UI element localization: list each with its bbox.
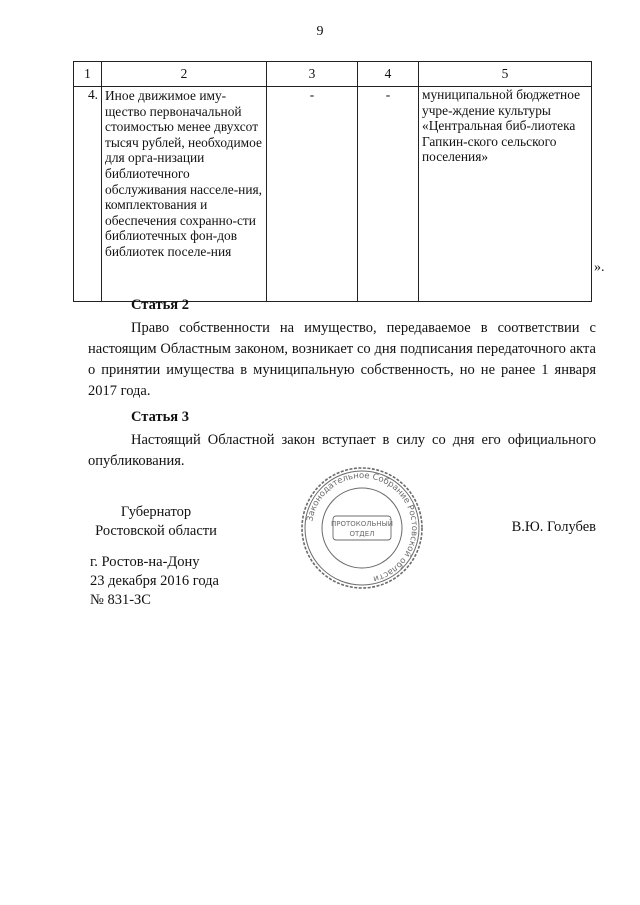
table-row — [74, 87, 592, 302]
document-number: № 831-ЗС — [90, 592, 151, 608]
table-header-cell: 5 — [419, 62, 592, 87]
col3-value: - — [267, 87, 358, 302]
article-3-text: Настоящий Областной закон вступает в силу со дня его официального опубликования. — [88, 432, 596, 469]
table-header-cell: 4 — [358, 62, 419, 87]
document-city: г. Ростов-на-Дону — [90, 554, 200, 570]
seal-inner-line1: ПРОТОКОЛЬНЫЙ — [330, 520, 394, 528]
seal-inner-line2: ОТДЕЛ — [349, 530, 375, 538]
signatory-title-line1: Губернатор — [120, 504, 192, 520]
document-meta — [90, 553, 219, 610]
page-number: 9 — [316, 24, 324, 39]
property-table — [73, 61, 592, 302]
signatory-title — [90, 503, 222, 541]
signatory-title-line2: Ростовской области — [95, 523, 217, 539]
article-3-heading: Статья 3 — [131, 409, 189, 425]
official-seal — [300, 466, 424, 590]
table-header-cell: 2 — [102, 62, 267, 87]
article-2-heading: Статья 2 — [131, 297, 189, 313]
article-2-text: Право собственности на имущество, передаваемое в соответствии с настоящим Областным законом, возникает со дня подписания передаточного акта о принятии имущества в муниципальную собственность, но не ранее 1 января 2017 года. — [88, 320, 596, 399]
property-description: Иное движимое иму-щество первоначальной стоимостью менее двухсот тысяч рублей, необходимое для орга-низации библиотечного обслуживания насселе-ния, комплектования и обеспечения сохранно-сти библиотечных фон-дов библиотек поселе-ния — [102, 87, 267, 302]
document-date: 23 декабря 2016 года — [90, 573, 219, 589]
closing-quote: ». — [594, 260, 605, 275]
table-header-row — [74, 62, 592, 87]
col4-value: - — [358, 87, 419, 302]
signatory-name: В.Ю. Голубев — [511, 519, 596, 535]
table-header-cell: 3 — [267, 62, 358, 87]
table-header-cell: 1 — [74, 62, 102, 87]
recipient-organization: муниципальной бюджетное учре-ждение культуры «Центральная биб-лиотека Гапкин-ского сельского поселения» — [419, 87, 592, 302]
row-number: 4. — [74, 87, 102, 302]
seal-ring-text: Законодательное Собрание Ростовской области — [305, 470, 420, 584]
